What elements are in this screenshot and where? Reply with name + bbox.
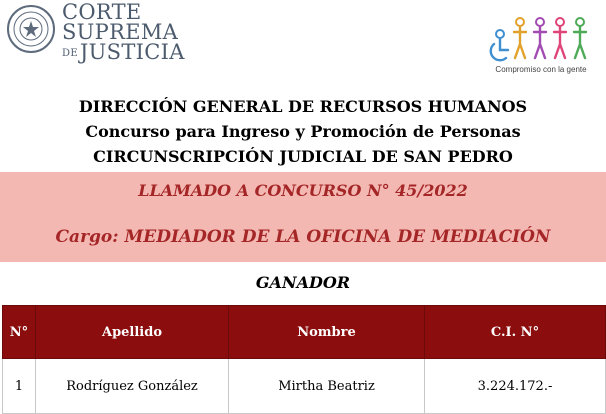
header-logos <box>0 0 606 90</box>
wordmark-line1: CORTE <box>62 0 142 24</box>
col-header-id: C.I. N° <box>425 306 606 359</box>
person-figure-icon <box>514 18 526 58</box>
wordmark-prefix: DE <box>62 47 78 59</box>
logo-tagline: Compromiso con la gente <box>495 65 587 74</box>
call-position: Cargo: MEDIADOR DE LA OFICINA DE MEDIACIÓN <box>55 227 551 247</box>
section-title: GANADOR <box>255 273 351 292</box>
wordmark-line3: JUSTICIA <box>79 40 185 64</box>
call-title: LLAMADO A CONCURSO N° 45/2022 <box>138 181 468 200</box>
person-figure-icon <box>491 30 508 60</box>
col-header-surname: Apellido <box>36 306 229 359</box>
cell-surname: Rodríguez González <box>36 359 229 414</box>
cell-name: Mirtha Beatriz <box>229 359 425 414</box>
table-row <box>3 359 606 414</box>
compromiso-logo <box>488 14 594 78</box>
table-header-row <box>3 306 606 359</box>
col-header-number: N° <box>3 306 36 359</box>
person-figure-icon <box>554 18 566 58</box>
court-wordmark <box>62 2 185 64</box>
wordmark-line2: SUPREMA <box>62 20 179 44</box>
person-figure-icon <box>534 18 546 58</box>
title-line3: CIRCUNSCRIPCIÓN JUDICIAL DE SAN PEDRO <box>93 147 513 166</box>
person-figure-icon <box>574 18 586 58</box>
winner-table <box>2 305 606 414</box>
cell-id: 3.224.172.- <box>425 359 606 414</box>
court-seal-icon <box>6 4 56 54</box>
document-titles <box>0 94 606 169</box>
title-line1: DIRECCIÓN GENERAL DE RECURSOS HUMANOS <box>78 97 528 116</box>
cell-number: 1 <box>3 359 36 414</box>
people-icon <box>488 14 594 64</box>
title-line2: Concurso para Ingreso y Promoción de Personas <box>85 122 521 141</box>
col-header-name: Nombre <box>229 306 425 359</box>
